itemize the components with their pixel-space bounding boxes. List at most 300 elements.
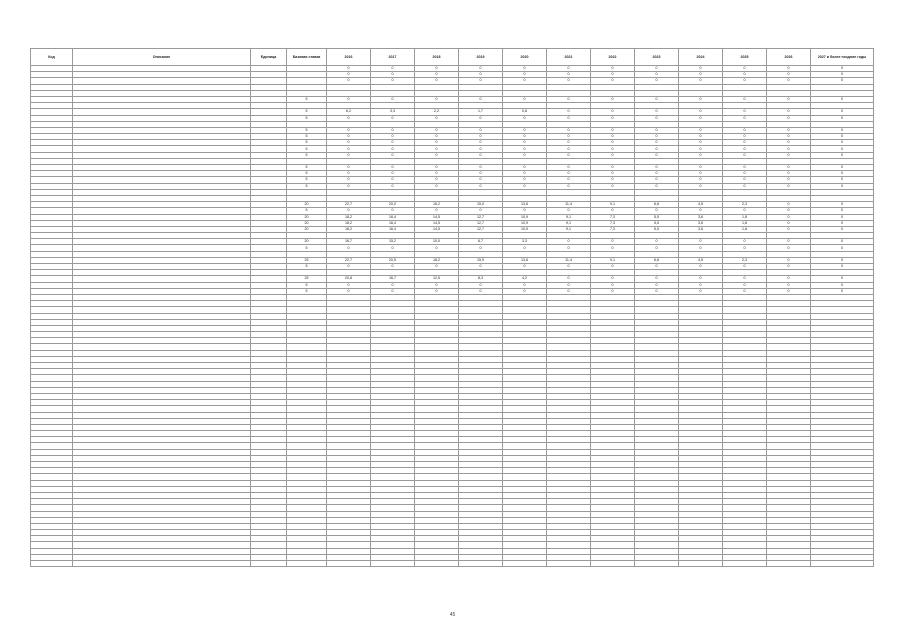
table-cell: 0	[635, 165, 679, 171]
table-cell: 0	[415, 282, 459, 288]
table-cell: 9,1	[591, 257, 635, 263]
table-cell: 0	[635, 171, 679, 177]
table-cell: 0	[767, 152, 811, 158]
table-cell: 0	[327, 264, 371, 270]
table-cell: 0	[811, 282, 874, 288]
table-cell: 0	[767, 282, 811, 288]
table-cell: 0	[811, 226, 874, 232]
table-cell: 0	[459, 282, 503, 288]
table-cell: 0	[547, 152, 591, 158]
table-cell: 20,0	[371, 202, 415, 208]
table-cell: 6,8	[635, 202, 679, 208]
table-cell	[635, 561, 679, 567]
table-cell: 0	[679, 208, 723, 214]
table-cell: 0	[679, 127, 723, 133]
table-cell: 0	[415, 140, 459, 146]
column-header: 2017	[371, 49, 415, 66]
table-cell: 0	[327, 183, 371, 189]
table-cell: 3,3	[503, 239, 547, 245]
table-cell: 0	[679, 72, 723, 78]
table-cell: 13,6	[503, 202, 547, 208]
table-cell: 0	[723, 152, 767, 158]
table-cell: 7,3	[591, 226, 635, 232]
table-cell: 5	[287, 152, 327, 158]
table-cell: 0	[327, 127, 371, 133]
table-cell: 0	[811, 202, 874, 208]
table-cell: 0	[371, 72, 415, 78]
table-cell: 0	[371, 78, 415, 84]
table-cell: 0	[723, 66, 767, 72]
table-cell: 0	[503, 171, 547, 177]
table-cell: 0	[503, 152, 547, 158]
table-cell	[723, 561, 767, 567]
table-cell: 0	[415, 96, 459, 102]
table-cell: 0	[811, 239, 874, 245]
table-cell: 0	[503, 127, 547, 133]
table-cell	[415, 561, 459, 567]
table-cell: 0	[459, 96, 503, 102]
table-cell	[679, 561, 723, 567]
table-cell: 0	[767, 134, 811, 140]
table-cell: 4,5	[679, 257, 723, 263]
table-cell	[287, 561, 327, 567]
table-cell: 2,3	[723, 202, 767, 208]
table-cell: 0	[635, 152, 679, 158]
table-cell: 0	[679, 171, 723, 177]
table-cell: 0	[547, 134, 591, 140]
table-cell: 0	[591, 140, 635, 146]
table-cell: 6,2	[327, 109, 371, 115]
table-cell: 0	[767, 66, 811, 72]
table-cell: 9,1	[547, 214, 591, 220]
table-cell: 16,2	[415, 202, 459, 208]
table-cell: 16,4	[371, 214, 415, 220]
table-cell: 0	[767, 109, 811, 115]
table-cell	[811, 561, 874, 567]
table-cell: 0	[503, 146, 547, 152]
table-cell: 0	[415, 288, 459, 294]
table-cell: 0	[591, 134, 635, 140]
table-cell: 0	[327, 288, 371, 294]
table-cell: 5	[287, 282, 327, 288]
table-cell: 0	[371, 288, 415, 294]
table-cell: 0	[547, 264, 591, 270]
table-cell: 0	[591, 165, 635, 171]
table-cell: 0	[591, 208, 635, 214]
table-cell: 0	[547, 140, 591, 146]
table-cell: 0	[679, 109, 723, 115]
table-cell: 0	[679, 276, 723, 282]
table-cell: 0	[679, 183, 723, 189]
table-cell: 16,7	[327, 239, 371, 245]
table-cell: 0	[767, 146, 811, 152]
table-cell: 0	[591, 127, 635, 133]
table-cell: 14,5	[415, 226, 459, 232]
table-header-row	[31, 49, 874, 66]
table-cell: 0	[371, 264, 415, 270]
table-cell: 0	[679, 115, 723, 121]
table-cell: 0	[327, 152, 371, 158]
table-cell: 0	[679, 66, 723, 72]
table-cell: 0	[547, 96, 591, 102]
table-cell: 5	[287, 109, 327, 115]
table-cell: 0	[635, 264, 679, 270]
table-cell: 0	[723, 264, 767, 270]
table-cell: 0	[371, 282, 415, 288]
table-cell: 0	[767, 177, 811, 183]
table-cell: 0	[635, 183, 679, 189]
table-cell: 20,5	[371, 257, 415, 263]
table-cell: 3,6	[679, 226, 723, 232]
table-cell: 0	[327, 177, 371, 183]
table-cell: 0	[811, 134, 874, 140]
table-cell: 0	[415, 177, 459, 183]
table-cell: 7,3	[591, 214, 635, 220]
table-cell: 0	[327, 146, 371, 152]
table-cell: 0	[503, 165, 547, 171]
table-cell	[547, 561, 591, 567]
table-cell: 13,6	[503, 257, 547, 263]
table-cell: 0	[591, 109, 635, 115]
table-cell: 0	[811, 276, 874, 282]
table-cell: 9,1	[547, 220, 591, 226]
table-cell	[327, 561, 371, 567]
table-cell: 9,1	[547, 226, 591, 232]
table-row	[31, 561, 874, 567]
table-cell: 0	[811, 109, 874, 115]
table-cell: 0	[811, 72, 874, 78]
table-cell: 12,5	[415, 276, 459, 282]
table-cell: 0	[547, 239, 591, 245]
table-cell: 0	[591, 115, 635, 121]
table-cell: 0	[371, 127, 415, 133]
table-cell	[503, 561, 547, 567]
column-header: 2016	[327, 49, 371, 66]
column-header: Базовая ставка	[287, 49, 327, 66]
table-cell: 0	[679, 245, 723, 251]
table-cell: 0	[415, 171, 459, 177]
table-cell: 20	[287, 239, 327, 245]
table-cell: 0	[767, 96, 811, 102]
table-cell: 0	[459, 140, 503, 146]
table-cell: 0	[635, 96, 679, 102]
table-cell: 0	[635, 208, 679, 214]
table-cell: 0	[767, 208, 811, 214]
table-cell: 0	[415, 183, 459, 189]
table-body	[31, 66, 874, 567]
table-cell: 0	[635, 78, 679, 84]
table-cell: 0	[503, 183, 547, 189]
table-cell	[251, 561, 287, 567]
table-cell: 0	[459, 177, 503, 183]
table-cell: 0	[459, 165, 503, 171]
table-cell	[31, 561, 73, 567]
table-cell: 0	[591, 171, 635, 177]
table-cell: 10,9	[503, 226, 547, 232]
table-cell: 25	[287, 257, 327, 263]
table-cell: 0	[723, 245, 767, 251]
table-cell: 0	[811, 127, 874, 133]
table-cell: 0	[811, 264, 874, 270]
table-cell: 0	[635, 146, 679, 152]
table-cell: 0	[371, 208, 415, 214]
table-cell: 0	[547, 208, 591, 214]
table-cell: 0	[811, 245, 874, 251]
table-cell: 5,5	[635, 226, 679, 232]
table-cell: 12,7	[459, 214, 503, 220]
table-cell: 0	[679, 264, 723, 270]
table-cell: 0	[635, 72, 679, 78]
table-cell: 0	[415, 127, 459, 133]
table-cell: 0	[811, 171, 874, 177]
column-header: 2026	[767, 49, 811, 66]
table-cell: 5	[287, 245, 327, 251]
table-cell: 0	[723, 208, 767, 214]
table-cell: 20	[287, 214, 327, 220]
table-cell: 16,7	[371, 276, 415, 282]
table-cell: 5	[287, 183, 327, 189]
table-cell: 0	[503, 78, 547, 84]
table-cell: 0	[811, 146, 874, 152]
table-cell: 2,2	[415, 109, 459, 115]
table-cell: 9,1	[591, 202, 635, 208]
table-cell: 0	[547, 109, 591, 115]
table-cell: 0	[767, 78, 811, 84]
table-cell: 0	[459, 183, 503, 189]
table-cell: 18,2	[327, 214, 371, 220]
table-cell: 0	[679, 282, 723, 288]
table-cell: 0	[635, 239, 679, 245]
table-cell	[591, 561, 635, 567]
table-cell: 0	[547, 183, 591, 189]
table-cell: 0	[547, 276, 591, 282]
table-cell: 0	[723, 96, 767, 102]
table-cell: 0	[459, 78, 503, 84]
table-cell: 0,8	[503, 109, 547, 115]
table-cell: 1,8	[723, 214, 767, 220]
table-cell: 0	[767, 115, 811, 121]
table-cell: 0	[591, 78, 635, 84]
table-cell: 3,6	[679, 220, 723, 226]
table-cell: 0	[371, 245, 415, 251]
column-header: Код	[31, 49, 73, 66]
table-cell: 0	[591, 152, 635, 158]
table-cell: 0	[811, 152, 874, 158]
table-cell: 5	[287, 140, 327, 146]
table-cell: 0	[327, 165, 371, 171]
table-cell: 0	[767, 239, 811, 245]
table-cell: 0	[327, 245, 371, 251]
table-cell	[767, 561, 811, 567]
table-cell: 0	[811, 288, 874, 294]
table-cell: 0	[459, 171, 503, 177]
table-cell: 0	[371, 152, 415, 158]
table-cell: 4,5	[679, 202, 723, 208]
table-cell: 0	[591, 183, 635, 189]
column-header: Единица	[251, 49, 287, 66]
table-cell: 0	[767, 214, 811, 220]
table-cell: 0	[415, 72, 459, 78]
table-cell: 0	[547, 171, 591, 177]
table-cell: 0	[459, 264, 503, 270]
table-cell: 16,4	[371, 226, 415, 232]
table-cell: 0	[767, 183, 811, 189]
table-cell: 0	[767, 288, 811, 294]
table-cell: 5	[287, 146, 327, 152]
table-cell: 0	[591, 66, 635, 72]
table-cell: 20	[287, 202, 327, 208]
table-cell: 0	[503, 134, 547, 140]
table-cell: 0	[459, 72, 503, 78]
table-cell: 11,4	[547, 257, 591, 263]
table-cell: 0	[371, 171, 415, 177]
table-cell: 14,5	[415, 214, 459, 220]
table-cell: 2,3	[723, 257, 767, 263]
table-cell: 0	[547, 245, 591, 251]
table-cell: 5	[287, 165, 327, 171]
table-cell: 15,9	[459, 257, 503, 263]
table-cell: 0	[459, 134, 503, 140]
table-cell: 0	[371, 183, 415, 189]
table-cell: 7,3	[591, 220, 635, 226]
table-cell: 0	[723, 78, 767, 84]
table-cell: 0	[723, 115, 767, 121]
table-cell: 0	[327, 171, 371, 177]
tariff-table	[30, 48, 874, 567]
table-cell: 0	[591, 72, 635, 78]
table-cell: 0	[811, 78, 874, 84]
table-cell: 0	[371, 146, 415, 152]
table-cell: 0	[635, 282, 679, 288]
table-cell: 0	[679, 134, 723, 140]
table-cell: 0	[811, 208, 874, 214]
table-cell: 5,5	[635, 214, 679, 220]
table-cell: 0	[679, 165, 723, 171]
table-cell: 0	[679, 152, 723, 158]
table-cell: 0	[723, 134, 767, 140]
table-cell: 20	[287, 220, 327, 226]
table-cell: 4,2	[503, 276, 547, 282]
table-cell: 0	[503, 96, 547, 102]
table-cell: 0	[635, 288, 679, 294]
table-cell: 5	[287, 134, 327, 140]
table-cell: 0	[679, 78, 723, 84]
column-header: 2019	[459, 49, 503, 66]
table-cell: 0	[723, 140, 767, 146]
table-cell: 0	[679, 146, 723, 152]
table-cell: 0	[503, 177, 547, 183]
table-cell: 0	[371, 66, 415, 72]
table-cell: 5	[287, 127, 327, 133]
table-cell: 0	[327, 282, 371, 288]
table-cell: 0	[811, 115, 874, 121]
table-cell: 0	[371, 115, 415, 121]
column-header: 2020	[503, 49, 547, 66]
table-cell: 0	[591, 239, 635, 245]
table-cell: 15,2	[371, 239, 415, 245]
column-header: 2018	[415, 49, 459, 66]
table-cell: 0	[503, 72, 547, 78]
table-cell: 0	[591, 177, 635, 183]
table-cell: 0	[635, 127, 679, 133]
table-cell: 5	[287, 171, 327, 177]
table-cell: 0	[679, 288, 723, 294]
table-cell: 0	[723, 177, 767, 183]
table-cell: 0	[371, 177, 415, 183]
table-cell: 0	[591, 276, 635, 282]
table-cell: 0	[327, 115, 371, 121]
table-cell: 0	[459, 66, 503, 72]
table-cell: 0	[459, 245, 503, 251]
table-cell: 0	[503, 264, 547, 270]
table-cell: 0	[503, 245, 547, 251]
table-cell: 0	[415, 66, 459, 72]
table-cell: 0	[767, 171, 811, 177]
column-header: 2022	[591, 49, 635, 66]
table-cell: 0	[723, 72, 767, 78]
table-cell: 0	[723, 276, 767, 282]
table-cell: 0	[811, 183, 874, 189]
table-cell: 0	[811, 220, 874, 226]
table-cell: 14,5	[415, 220, 459, 226]
table-cell: 0	[547, 146, 591, 152]
table-cell: 0	[635, 115, 679, 121]
table-cell: 0	[547, 177, 591, 183]
table-cell: 0	[415, 245, 459, 251]
table-cell: 0	[591, 96, 635, 102]
table-cell: 0	[503, 282, 547, 288]
table-cell	[459, 561, 503, 567]
table-cell: 0	[767, 257, 811, 263]
table-cell: 3,3	[371, 109, 415, 115]
table-cell: 0	[415, 165, 459, 171]
table-cell: 0	[503, 66, 547, 72]
table-cell: 0	[679, 140, 723, 146]
table-cell: 0	[459, 208, 503, 214]
table-cell: 3,6	[679, 214, 723, 220]
column-header: Описание	[73, 49, 251, 66]
table-cell: 0	[327, 96, 371, 102]
table-cell: 0	[503, 208, 547, 214]
table-cell: 0	[811, 165, 874, 171]
table-cell: 12,7	[459, 226, 503, 232]
table-cell: 10,0	[415, 239, 459, 245]
table-cell: 0	[767, 140, 811, 146]
tariff-schedule-sheet	[30, 48, 873, 567]
table-cell: 0	[767, 127, 811, 133]
table-cell: 10,9	[503, 220, 547, 226]
table-cell: 0	[723, 183, 767, 189]
table-cell: 0	[767, 264, 811, 270]
table-cell: 0	[635, 245, 679, 251]
table-cell: 11,4	[547, 202, 591, 208]
table-cell: 0	[371, 140, 415, 146]
table-cell: 0	[723, 146, 767, 152]
column-header: 2027 и более поздние годы	[811, 49, 874, 66]
table-cell: 0	[327, 66, 371, 72]
table-cell: 0	[723, 127, 767, 133]
table-cell: 0	[503, 115, 547, 121]
table-cell: 0	[723, 239, 767, 245]
table-cell: 0	[679, 177, 723, 183]
table-cell: 0	[635, 66, 679, 72]
table-cell: 0	[547, 165, 591, 171]
table-cell: 0	[723, 171, 767, 177]
table-cell: 0	[767, 245, 811, 251]
table-cell: 0	[327, 208, 371, 214]
table-cell: 5	[287, 96, 327, 102]
table-cell: 6,7	[459, 239, 503, 245]
